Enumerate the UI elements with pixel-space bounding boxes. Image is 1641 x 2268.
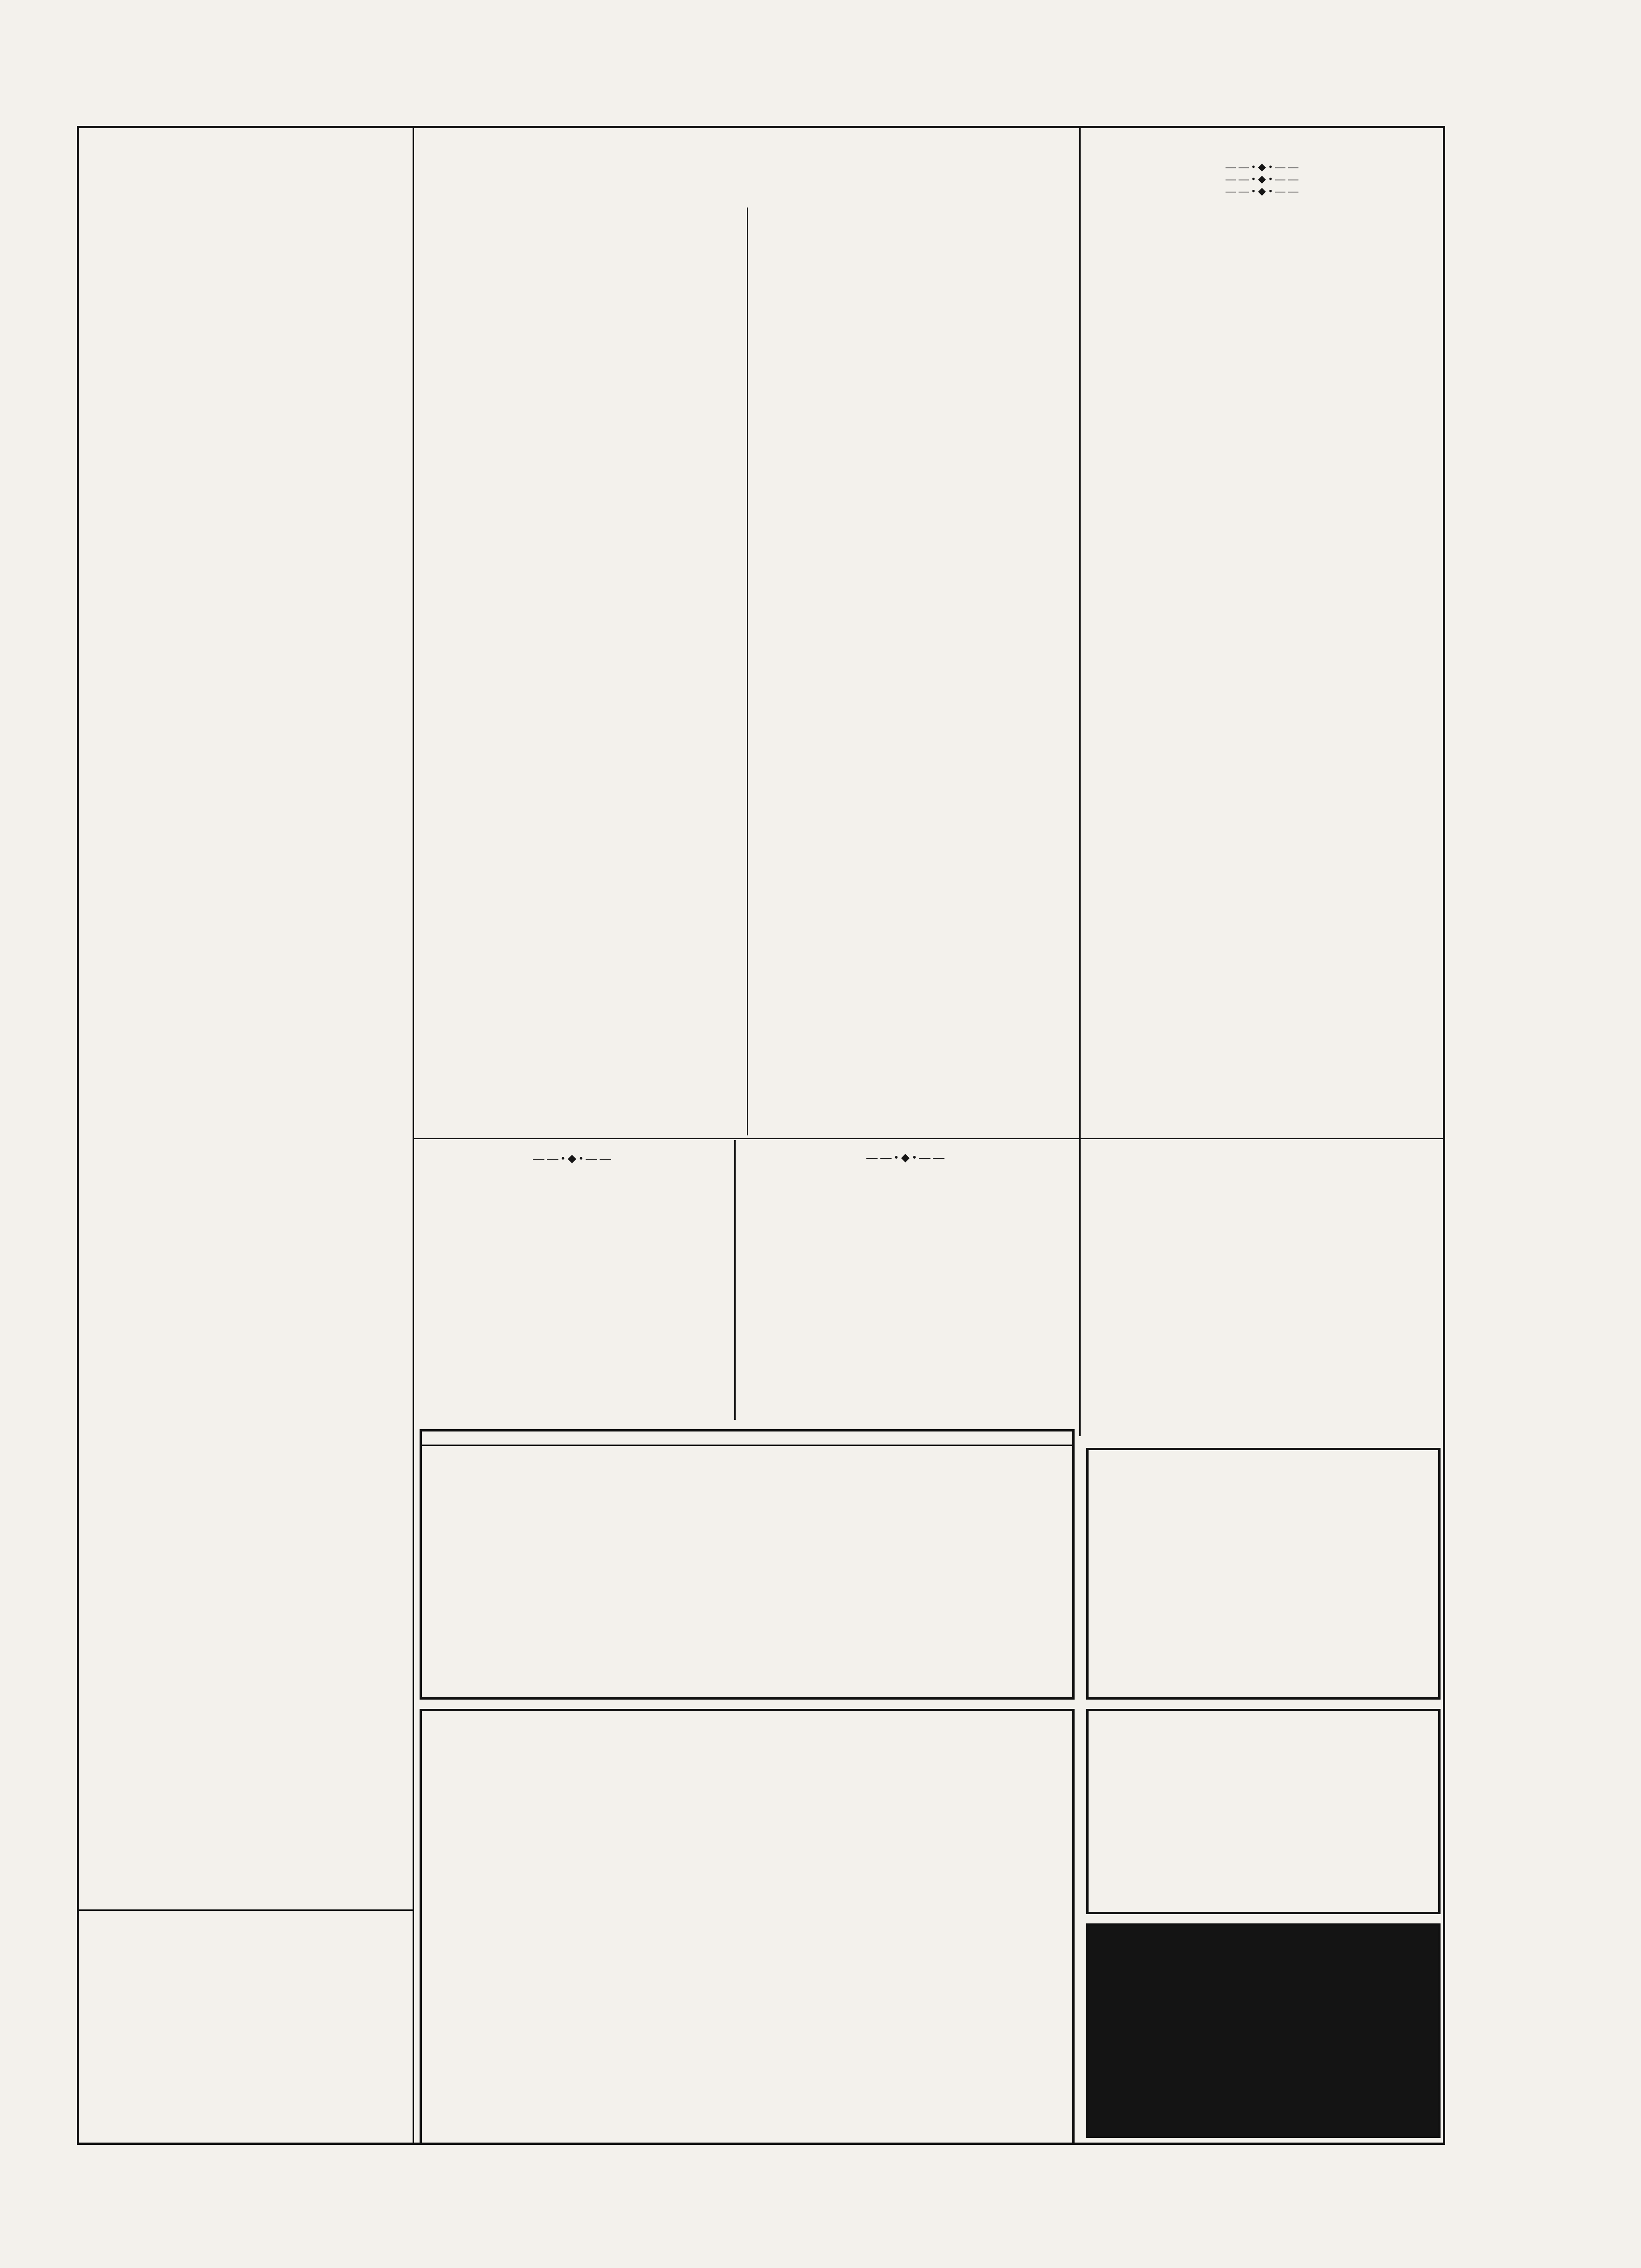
- article-processos: [739, 1147, 1075, 1427]
- ornament: ——•◆•——: [1225, 161, 1302, 173]
- section-rule: [79, 1909, 413, 1911]
- article-casa-sam-jorge: [88, 1916, 407, 2140]
- ad-terceiro-premio: [420, 1429, 1075, 1700]
- ad-estrela-da-sorte: [420, 1709, 1075, 2145]
- column-rule: [734, 1140, 736, 1420]
- column-rule: [747, 207, 748, 1135]
- column-rule: [413, 128, 414, 2143]
- page-header: [44, 70, 1462, 114]
- ornament: ——•◆•——: [1225, 185, 1302, 197]
- ornament: ——•◆•——: [533, 1153, 614, 1165]
- article-arrematado: [88, 138, 407, 1905]
- right-news-column: [1086, 161, 1441, 1438]
- ad-ideal: [1086, 1923, 1441, 2138]
- ad-wardonia: [1086, 1448, 1441, 1700]
- lottery-right: [751, 217, 1077, 1135]
- column-rule: [1079, 128, 1081, 1436]
- ad-atkinsons: [1086, 1709, 1441, 1914]
- ad-premio-note: [422, 1445, 1072, 1446]
- article-beja: [417, 1147, 730, 1427]
- page-frame: [77, 126, 1445, 2145]
- ornament: ——•◆•——: [1225, 173, 1302, 185]
- lottery-left: [417, 203, 746, 1135]
- ornament: ——•◆•——: [866, 1152, 947, 1164]
